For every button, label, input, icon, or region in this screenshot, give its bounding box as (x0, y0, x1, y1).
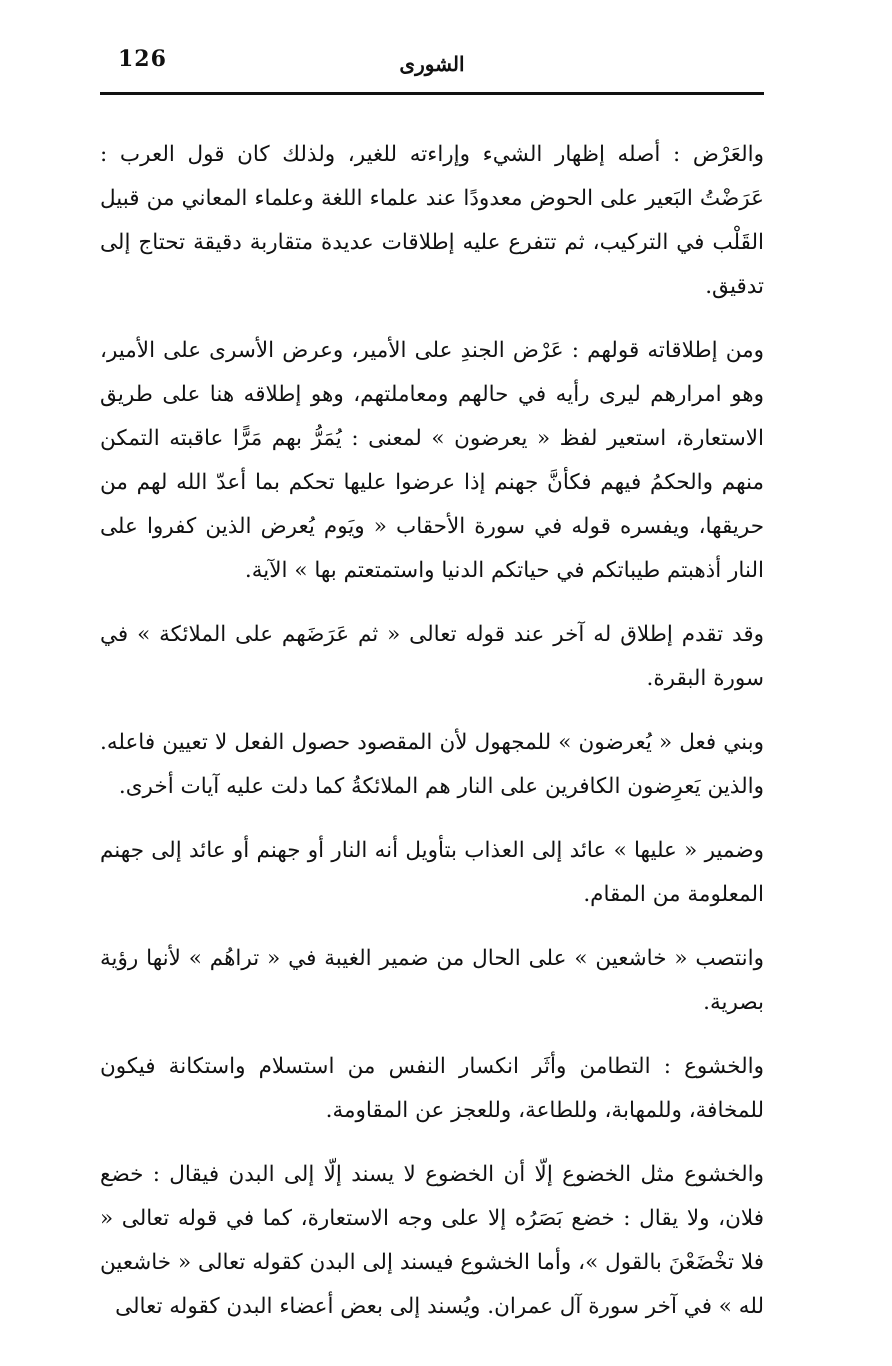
paragraph-5: وضمير « عليها » عائد إلى العذاب بتأويل أنه النار أو جهنم أو عائد إلى جهنم المعلومة من المقام. (100, 838, 764, 907)
paragraph-6: وانتصب « خاشعين » على الحال من ضمير الغيبة في « تراهُم » لأنها رؤية بصرية. (100, 946, 764, 1015)
page-number: 126 (118, 46, 167, 72)
running-title: الشورى (399, 52, 465, 76)
paragraph-4: وبني فعل « يُعرضون » للمجهول لأن المقصود حصول الفعل لا تعيين فاعله. والذين يَعرِضون الكافرين على النار هم الملائكةُ كما دلت عليه آيات أخرى. (100, 730, 764, 799)
page-header (100, 40, 764, 95)
paragraph-8: والخشوع مثل الخضوع إلّا أن الخضوع لا يسند إلّا إلى البدن فيقال : خضع فلان، ولا يقال : خضع بَصَرُه إلا على وجه الاستعارة، كما في قوله تعالى « فلا تخْضَعْنَ بالقول »، وأما الخشوع فيسند إلى البدن كقوله تعالى « خاشعين لله » في آخر سورة آل عمران. ويُسند إلى بعض أعضاء البدن كقوله تعالى (100, 1162, 764, 1319)
book-page (100, 40, 764, 1340)
page-body (100, 133, 764, 1329)
paragraph-7: والخشوع : التطامن وأثَر انكسار النفس من استسلام واستكانة فيكون للمخافة، وللمهابة، وللطاعة، وللعجز عن المقاومة. (100, 1054, 764, 1123)
paragraph-1: والعَرْض : أصله إظهار الشيء وإراءته للغير، ولذلك كان قول العرب : عَرَضْتُ البَعير على الحوض معدودًا عند علماء اللغة وعلماء المعاني من قبيل القَلْب في التركيب، ثم تتفرع عليه إطلاقات عديدة متقاربة دقيقة تحتاج إلى تدقيق. (100, 142, 764, 299)
paragraph-2: ومن إطلاقاته قولهم : عَرْض الجندِ على الأمير، وعرض الأسرى على الأمير، وهو امرارهم ليرى رأيه في حالهم ومعاملتهم، وهو إطلاقه هنا على طريق الاستعارة، استعير لفظ « يعرضون » لمعنى : يُمَرُّ بهم مَرًّا عاقبته التمكن منهم والحكمُ فيهم فكأنَّ جهنم إذا عرضوا عليها تحكم بما أعدّ الله لهم من حريقها، ويفسره قوله في سورة الأحقاب « ويَوم يُعرض الذين كفروا على النار أذهبتم طيباتكم في حياتكم الدنيا واستمتعتم بها » الآية. (100, 338, 764, 583)
paragraph-3: وقد تقدم إطلاق له آخر عند قوله تعالى « ثم عَرَضَهم على الملائكة » في سورة البقرة. (100, 622, 764, 691)
